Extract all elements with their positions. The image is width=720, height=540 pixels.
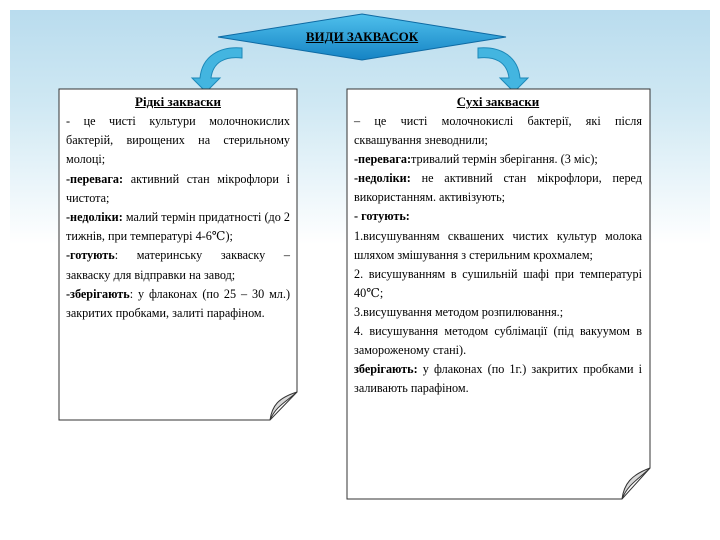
liquid-starters-card	[58, 88, 298, 421]
right-item-8: зберігають: у флаконах (по 1г.) закритих пробками і заливають парафіном.	[354, 362, 642, 396]
liquid-starters-content	[66, 93, 290, 323]
dry-starters-content	[354, 93, 642, 398]
left-item-2: -недоліки: малий термін придатності (до 2 тижнів, при температурі 4-6℃);	[66, 210, 290, 244]
title-diamond	[216, 12, 508, 62]
left-item-4: -зберігають: у флаконах (по 25 – 30 мл.) закритих пробками, залиті парафіном.	[66, 286, 290, 321]
right-item-7: 4. висушування методом сублімації (під вакуумом в замороженому стані).	[354, 324, 642, 358]
right-item-3: - готують:	[354, 209, 410, 224]
left-item-1: -перевага: активний стан мікрофлори і чистота;	[66, 171, 290, 205]
right-item-1: -перевага:тривалий термін зберігання. (3 міс);	[354, 152, 598, 167]
curved-arrow-left-icon	[180, 40, 250, 95]
right-item-2: -недоліки: не активний стан мікрофлори, перед використанням. активізують;	[354, 171, 642, 205]
right-item-6: 3.висушування методом розпилювання.;	[354, 304, 564, 319]
liquid-starters-title: Рідкі закваски	[135, 94, 221, 109]
diagram-title: ВИДИ ЗАКВАСОК	[305, 29, 419, 44]
curved-arrow-right-icon	[470, 40, 540, 95]
left-item-0: - це чисті культури молочнокислих бактерій, вирощених на стерильному молоці;	[66, 114, 290, 167]
dry-starters-title: Сухі закваски	[456, 94, 540, 109]
left-item-3: -готують: материнську закваску – закваску для відправки на завод;	[66, 248, 290, 282]
right-item-4: 1.висушуванням сквашених чистих культур молока шляхом змішування з стерильним крохмалем;	[354, 228, 642, 262]
dry-starters-card	[346, 88, 651, 500]
right-item-0: – це чисті молочнокислі бактерії, які після сквашування зневоднили;	[354, 114, 642, 148]
right-item-5: 2. висушуванням в сушильній шафі при температурі 40℃;	[354, 266, 642, 300]
